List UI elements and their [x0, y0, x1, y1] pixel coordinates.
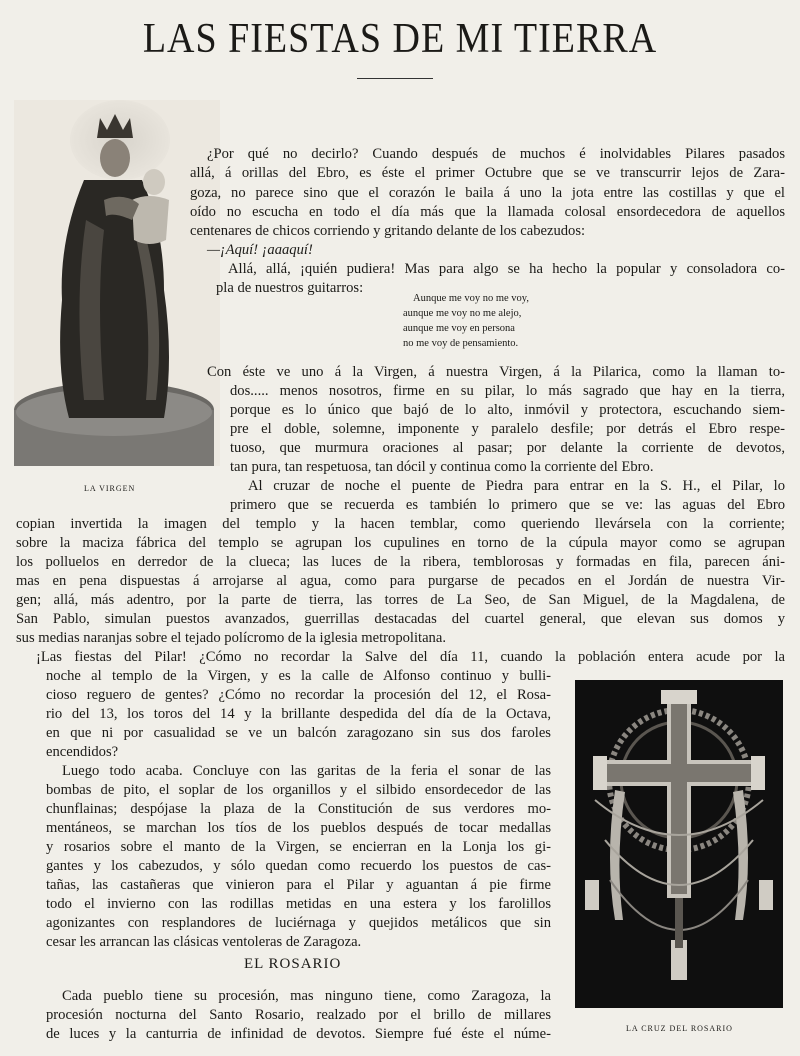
text-line: dos..... menos nosotros, firme en su pilar, lo más sagrado que hay en la tierra, [230, 383, 785, 399]
verse-line: Aunque me voy no me voy, [413, 293, 529, 304]
text-line: copian invertida la imagen del templo y la hacen temblar, como queriendo llevársela con la corriente; [16, 516, 785, 532]
text-line: tan pura, tan respetuosa, tan dócil y continua como la corriente del Ebro. [230, 459, 654, 475]
virgen-image [14, 100, 220, 466]
text-line: mas en pena dispuestas á arrojarse al agua, como para purgarse de pecados en el Jordán de nuestra Vir- [16, 573, 785, 589]
text-line: noche al templo de la Virgen, y es la calle de Alfonso continuo y bulli- [46, 668, 551, 684]
text-line: Luego todo acaba. Concluye con las garitas de la feria el sonar de las [62, 763, 551, 779]
page-title: LAS FIESTAS DE MI TIERRA [142, 15, 658, 63]
section-heading: EL ROSARIO [244, 956, 342, 972]
text-line: en que ni por casualidad se ve un balcón zaragozano sin sus dos faroles [46, 725, 551, 741]
text-line: pre el doble, solemne, imponente y paralelo desfile; por detrás el Ebro respe- [230, 421, 785, 437]
text-line: y rosarios sobre el manto de la Virgen, se encierran en la Lonja los gi- [46, 839, 551, 855]
text-line: Cada pueblo tiene su procesión, mas ninguno tiene, como Zaragoza, la [62, 988, 551, 1004]
text-line: ¡Las fiestas del Pilar! ¿Cómo no recordar la Salve del día 11, cuando la población entera acude por la [36, 649, 785, 665]
text-line: los polluelos en derredor de la clueca; las luces de la ribera, temblorosas y formadas en fila, parecen áni- [16, 554, 785, 570]
text-line: tañas, las castañeras que vinieron para el Pilar y aguantan á pie firme [46, 877, 551, 893]
text-line: Allá, allá, ¡quién pudiera! Mas para algo se ha hecho la popular y consoladora co- [228, 261, 785, 277]
text-line: ¿Por qué no decirlo? Cuando después de muchos é inolvidables Pilares pasados [207, 146, 785, 162]
text-line: tuoso, que murmura oraciones al pasar; por delante la corriente de devotos, [230, 440, 785, 456]
title-rule [357, 78, 433, 79]
text-line: chunflainas; despójase la plaza de la Constitución de sus verdores mo- [46, 801, 551, 817]
text-line: porque es lo único que bajó de lo alto, inmóvil y protectora, escuchando siem- [230, 402, 785, 418]
text-line: allá, á orillas del Ebro, es éste el primer Octubre que se ve transcurrir lejos de Zara- [190, 165, 785, 181]
text-line: procesión nocturna del Santo Rosario, realzado por el brillo de millares [46, 1007, 551, 1023]
text-line: sobre la maciza fábrica del templo se agrupan los cupulines en torno de la cúpula mayor como se agrupan [16, 535, 785, 551]
verse-line: aunque me voy no me alejo, [403, 308, 522, 319]
text-line: cesar les arrancan las clásicas ventoleras de Zaragoza. [46, 934, 362, 950]
text-line: —¡Aquí! ¡aaaquí! [207, 242, 313, 258]
text-line: todo el invierno con las rodillas metidas en una estera y los farolillos [46, 896, 551, 912]
text-line: pla de nuestros guitarros: [216, 280, 364, 296]
text-line: primero que se recuerda es también lo primero que se ve: las aguas del Ebro [230, 497, 785, 513]
virgen-caption: LA VIRGEN [84, 484, 136, 493]
text-line: gen; allá, más adentro, por la parte de tierra, las torres de La Seo, de San Miguel, de la Magdalena, de [16, 592, 785, 608]
text-line: sus medias naranjas sobre el tejado polícromo de la iglesia metropolitana. [16, 630, 446, 646]
text-line: rio del 13, los toros del 14 y la brillante despedida del día de la Octava, [46, 706, 551, 722]
text-line: oído no escucha en todo el día más que la llamada colosal ensordecedora de aquellos [190, 204, 785, 220]
cruz-image [575, 680, 783, 1008]
text-line: Al cruzar de noche el puente de Piedra para entrar en la S. H., el Pilar, lo [248, 478, 785, 494]
text-line: agonizantes con resplandores de luciérnaga y quejidos metálicos que sin [46, 915, 551, 931]
text-line: encendidos? [46, 744, 119, 760]
verse-line: no me voy de pensamiento. [403, 338, 519, 349]
text-line: mentáneos, se marchan los tíos de los pueblos después de tocar medallas [46, 820, 551, 836]
text-line: bombas de pito, el soplar de los organillos y el silbido ensordecedor de las [46, 782, 551, 798]
text-line: centenares de chicos corriendo y gritando delante de los cabezudos: [190, 223, 586, 239]
text-line: San Pablo, simulan puestos avanzados, guerrillas destacadas del cuartel general, que elevan sus domos y [16, 611, 785, 627]
text-line: Con éste ve uno á la Virgen, á nuestra Virgen, á la Pilarica, como la llaman to- [207, 364, 785, 380]
text-line: cioso reguero de gentes? ¿Cómo no recordar la procesión del 12, el Rosa- [46, 687, 551, 703]
cruz-caption: LA CRUZ DEL ROSARIO [626, 1024, 733, 1033]
verse-line: aunque me voy en persona [403, 323, 515, 334]
text-line: de luces y la canturria de infinidad de devotos. Siempre fué éste el núme- [46, 1026, 551, 1042]
text-line: gantes y los cabezudos, y sólo quedan como recuerdo los puestos de cas- [46, 858, 551, 874]
text-line: goza, no parece sino que el corazón le baila á uno la jota entre las costillas y que el [190, 185, 785, 201]
